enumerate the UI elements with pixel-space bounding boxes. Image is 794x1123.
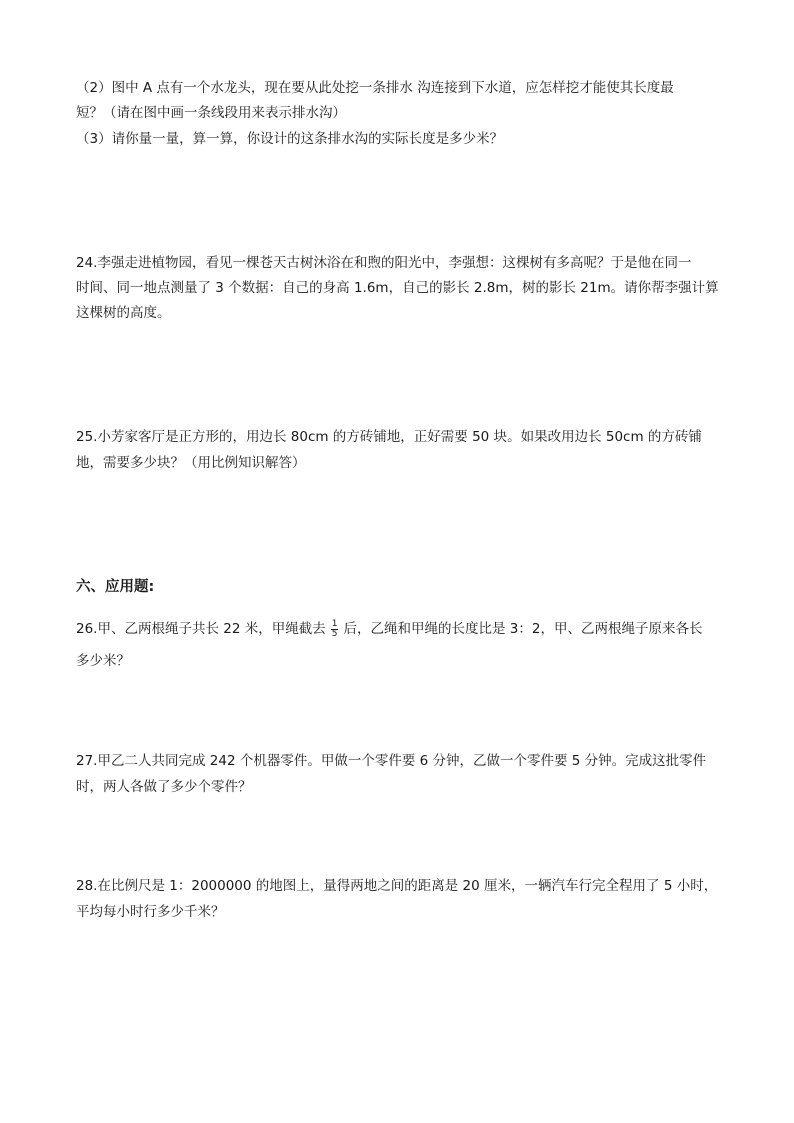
q26-text-after-fraction: 后，乙绳和甲绳的长度比是 3：2，甲、乙两根绳子原来各长: [343, 621, 703, 637]
q24-line1: 24.李强走进植物园，看见一棵苍天古树沐浴在和煦的阳光中，李强想：这棵树有多高呢？于是他在同一: [76, 255, 692, 271]
fraction-numerator: 1: [331, 618, 338, 629]
q28-line1: 28.在比例尺是 1：2000000 的地图上，量得两地之间的距离是 20 厘米，一辆汽车行完全程用了 5 小时，: [76, 878, 718, 894]
fraction-denominator: 5: [331, 628, 338, 639]
fraction-one-fifth: [331, 620, 339, 639]
q26-line1: [76, 619, 702, 639]
q27-line1: 27.甲乙二人共同完成 242 个机器零件。甲做一个零件要 6 分钟，乙做一个零件要 5 分钟。完成这批零件: [76, 753, 707, 769]
q26-line2: 多少米？: [76, 653, 130, 669]
q24-line3: 这棵树的高度。: [76, 305, 171, 321]
q24-line2: 时间、同一地点测量了 3 个数据：自己的身高 1.6m，自己的影长 2.8m，树的影长 21m。请你帮李强计算: [76, 280, 719, 296]
q23-part3-line1: （3）请你量一量，算一算，你设计的这条排水沟的实际长度是多少米？: [76, 131, 504, 147]
q25-line2: 地，需要多少块？（用比例知识解答）: [76, 455, 306, 471]
q27-line2: 时，两人各做了多少个零件？: [76, 779, 252, 795]
q23-part2-line2: 短？（请在图中画一条线段用来表示排水沟）: [76, 105, 346, 121]
q23-part2-line1: （2）图中 A 点有一个水龙头，现在要从此处挖一条排水 沟连接到下水道，应怎样挖才能使其长度最: [76, 80, 674, 96]
q25-line1: 25.小芳家客厅是正方形的，用边长 80cm 的方砖铺地，正好需要 50 块。如果改用边长 50cm 的方砖铺: [76, 429, 702, 445]
q28-line2: 平均每小时行多少千米？: [76, 904, 225, 920]
q26-text-before-fraction: 26.甲、乙两根绳子共长 22 米，甲绳截去: [76, 621, 326, 637]
section-heading: 六、应用题:: [76, 579, 155, 595]
